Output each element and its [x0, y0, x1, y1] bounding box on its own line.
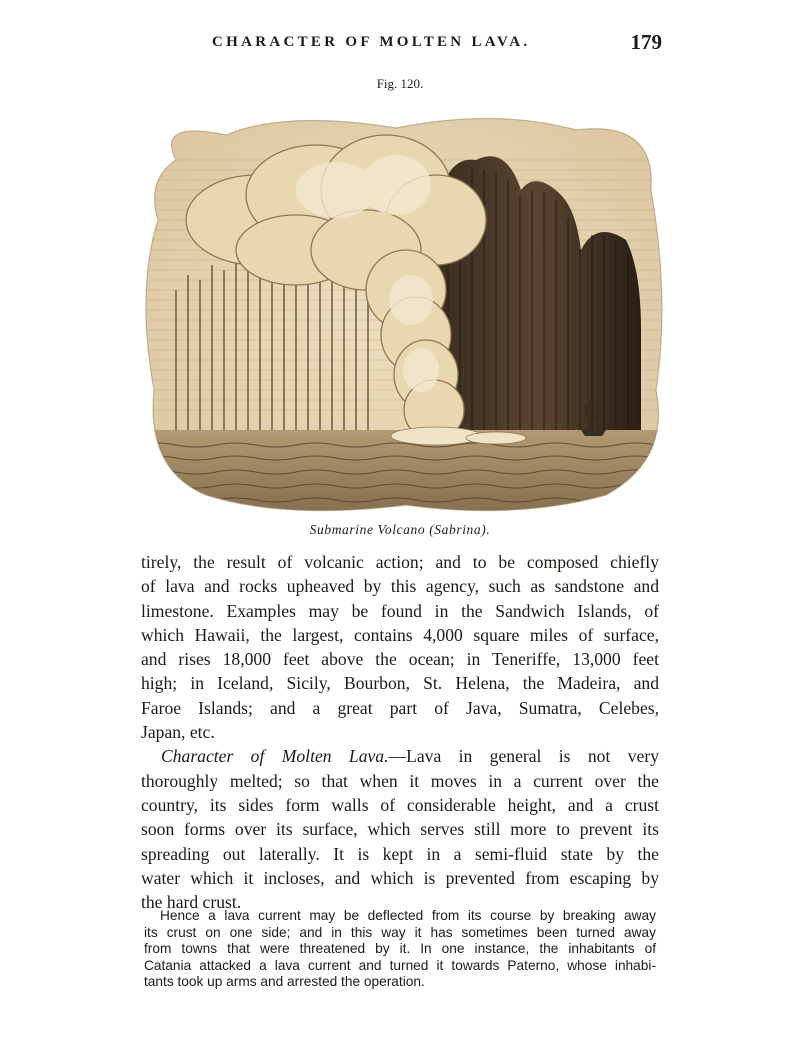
section-first-line: [141, 744, 659, 768]
running-head: [212, 30, 662, 58]
small-print-paragraph: [144, 908, 656, 991]
figure-label: Fig. 120.: [376, 76, 424, 91]
small-line: Hence a lava current may be deflected from its course by breaking away: [160, 908, 656, 923]
body-line: Japan, etc.: [141, 722, 215, 743]
section-line: the hard crust.: [141, 892, 242, 913]
section-line: spreading out laterally. It is kept in a semi-fluid state by the: [141, 843, 659, 864]
body-line: tirely, the result of volcanic action; and to be composed chiefly: [141, 552, 659, 572]
submarine-volcano-engraving: [136, 100, 670, 518]
body-text: [141, 550, 659, 914]
body-line: which Hawaii, the largest, contains 4,000 square miles of surface,: [141, 624, 659, 645]
section-line: soon forms over its surface, which serves still more to prevent its: [141, 819, 659, 840]
body-line: Faroe Islands; and a great part of Java, Sumatra, Celebes,: [141, 697, 659, 718]
section-heading: Character of Molten Lava.: [161, 746, 389, 767]
section-line: —Lava in general is not very: [388, 746, 659, 767]
small-line: tants took up arms and arrested the operation.: [144, 974, 425, 990]
body-line: high; in Iceland, Sicily, Bourbon, St. Helena, the Madeira, and: [141, 673, 659, 694]
small-line: its crust on one side; and in this way it has sometimes been turned away: [144, 924, 656, 940]
body-line: and rises 18,000 feet above the ocean; in Teneriffe, 13,000 feet: [141, 649, 659, 670]
page-number: 179: [630, 30, 662, 54]
section-line: water which it incloses, and which is prevented from escaping by: [141, 867, 659, 888]
small-line: from towns that were threatened by it. In one instance, the inhabitants of: [144, 941, 656, 957]
small-line: Catania attacked a lava current and turned it towards Paterno, whose inhabi-: [144, 957, 656, 973]
body-line: of lava and rocks upheaved by this agency, such as sandstone and: [141, 576, 659, 597]
section-line: thoroughly melted; so that when it moves in a current over the: [141, 770, 659, 791]
section-line: country, its sides form walls of considerable height, and a crust: [141, 794, 659, 815]
body-line: limestone. Examples may be found in the Sandwich Islands, of: [141, 600, 659, 621]
figure-caption: Submarine Volcano (Sabrina).: [309, 522, 491, 537]
running-title: CHARACTER OF MOLTEN LAVA.: [212, 34, 531, 50]
